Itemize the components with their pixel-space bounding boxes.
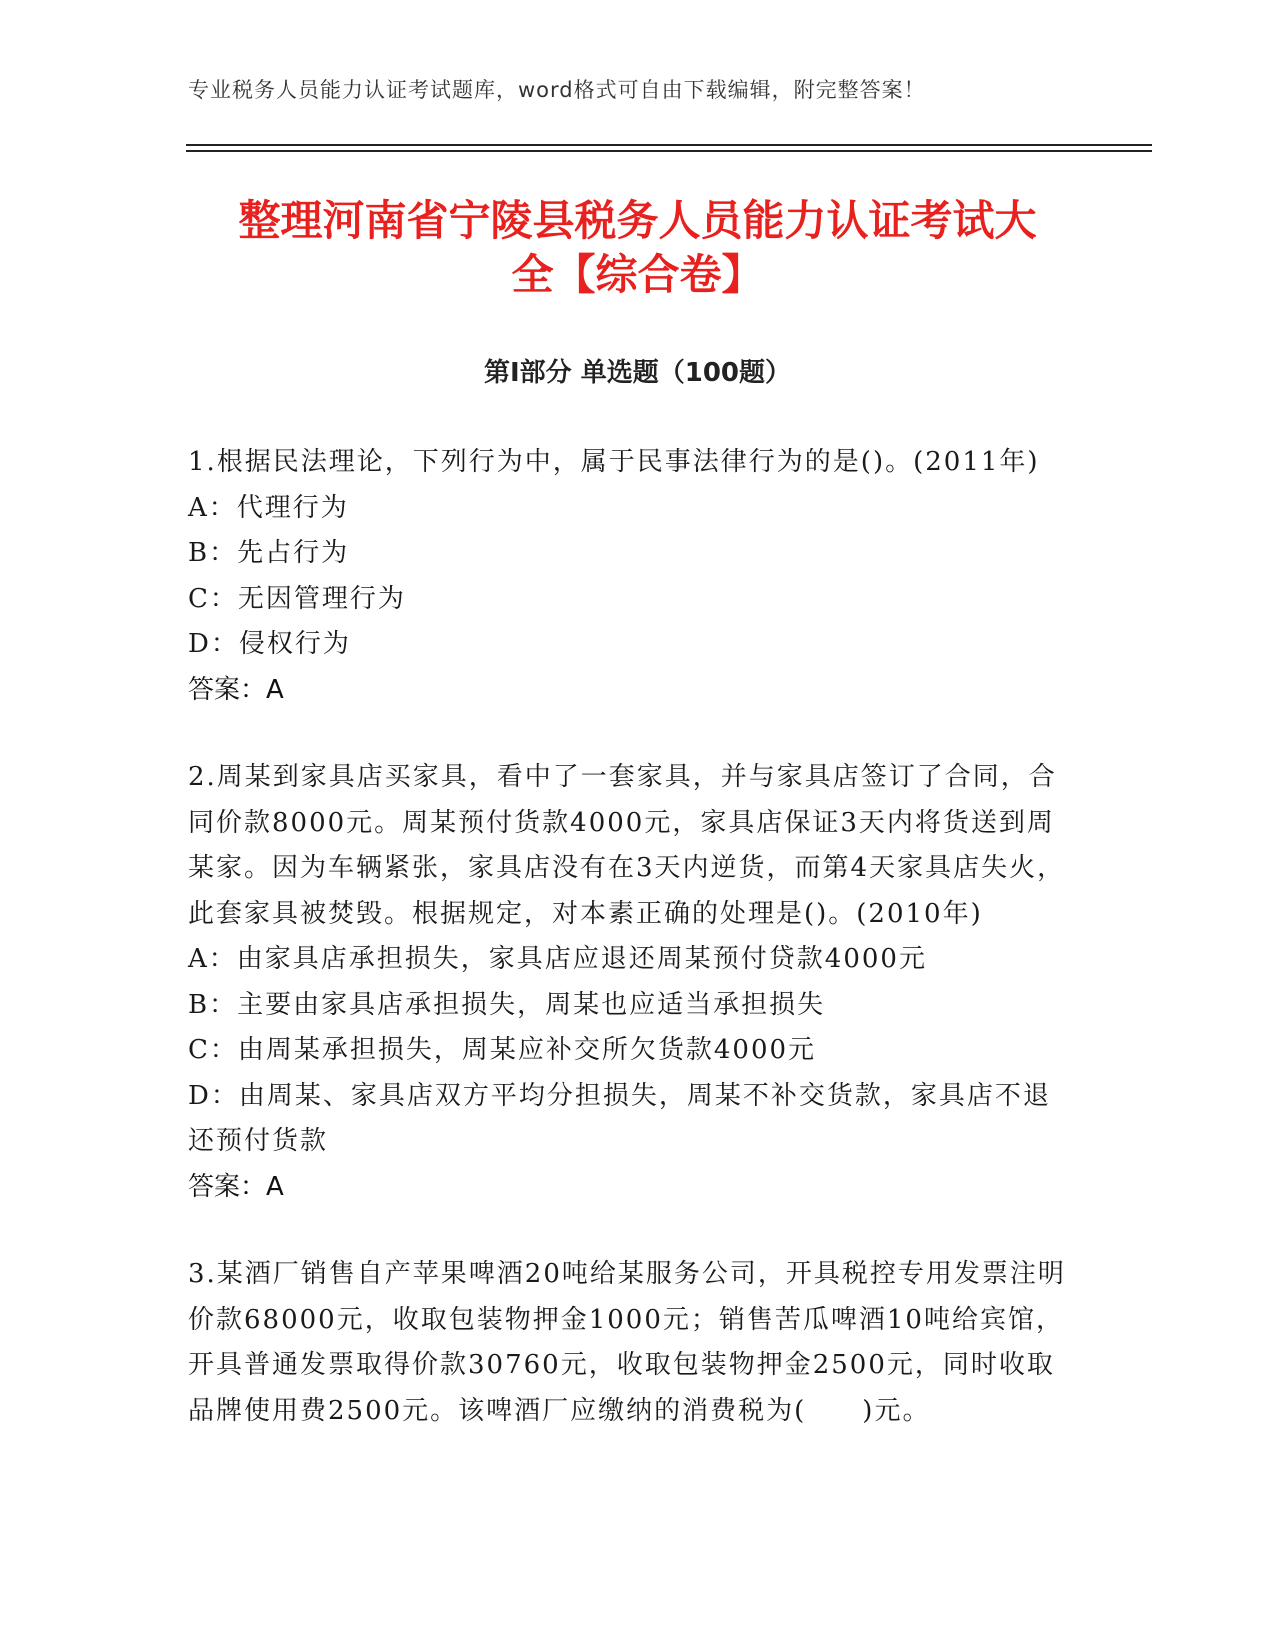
option-a: A：代理行为: [188, 492, 349, 523]
question-3: [188, 1252, 1078, 1434]
option-d: D：由周某、家具店双方平均分担损失，周某不补交货款，家具店不退还预付货款: [188, 1080, 1051, 1156]
option-a: A：由家具店承担损失，家具店应退还周某预付贷款4000元: [188, 944, 927, 974]
answer: 答案：A: [188, 674, 284, 705]
document-title-line-2: 全【综合卷】: [511, 250, 764, 299]
question-2: [188, 755, 1078, 1210]
header-divider: [186, 144, 1152, 146]
question-stem: 2.周某到家具店买家具，看中了一套家具，并与家具店签订了合同，合同价款8000元。周某预付货款4000元，家具店保证3天内将货送到周某家。因为车辆紧张，家具店没有在3天内逆货，而第4天家具店失火，此套家具被焚毁。根据规定，对本素正确的处理是()。(2010年): [188, 762, 1066, 929]
question-1: [188, 440, 1078, 713]
section-title: 第Ⅰ部分 单选题（100题）: [484, 358, 791, 388]
option-b: B：主要由家具店承担损失，周某也应适当承担损失: [188, 989, 826, 1020]
page-header: 专业税务人员能力认证考试题库，word格式可自由下载编辑，附完整答案！: [188, 78, 926, 102]
option-c: C：无因管理行为: [188, 583, 406, 614]
document-title-line-1: 整理河南省宁陵县税务人员能力认证考试大: [238, 196, 1037, 245]
option-c: C：由周某承担损失，周某应补交所欠货款4000元: [188, 1035, 817, 1065]
question-stem: 3.某酒厂销售自产苹果啤酒20吨给某服务公司，开具税控专用发票注明价款68000元，收取包装物押金1000元；销售苦瓜啤酒10吨给宾馆，开具普通发票取得价款30760元，收取包装物押金2500元，同时收取品牌使用费2500元。该啤酒厂应缴纳的消费税为( )元。: [188, 1259, 1066, 1426]
question-list: [188, 440, 1078, 1476]
question-stem: 1.根据民法理论，下列行为中，属于民事法律行为的是()。(2011年): [188, 447, 1040, 477]
answer: 答案：A: [188, 1171, 284, 1202]
document-title: [150, 194, 1125, 302]
header-divider-secondary: [186, 150, 1152, 152]
option-d: D：侵权行为: [188, 629, 351, 659]
option-b: B：先占行为: [188, 538, 350, 568]
